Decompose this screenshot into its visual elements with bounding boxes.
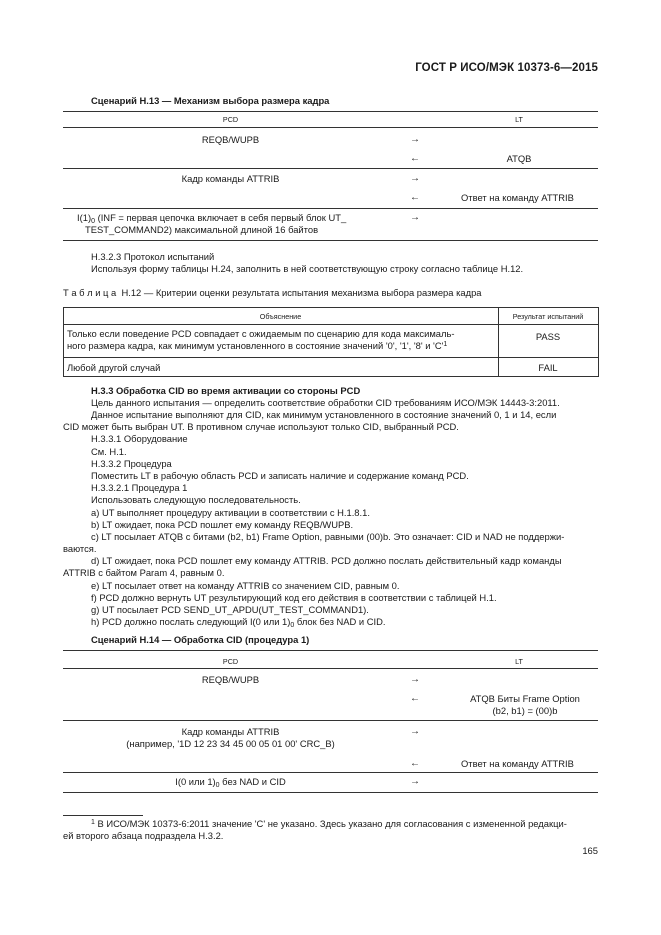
scenario-13-col-lt: LT	[515, 115, 523, 124]
section-line: Использовать следующую последовательность.	[91, 494, 301, 505]
scenario-13-row5-pcd-line2: TEST_COMMAND2) максимальной длиной 16 байтов	[85, 224, 319, 235]
scenario-14-caption: Сценарий H.14 — Обработка CID (процедура 1)	[91, 634, 310, 645]
table-12-row1-expl-line2: ного размера кадра, как минимум установленного в состояние значений '0', '1', '8' и '$C'^1$	[67, 340, 448, 351]
scenario-13-caption: Сценарий H.13 — Механизм выбора размера кадра	[91, 95, 330, 106]
table-12-col-explanation: Объяснение	[259, 312, 302, 321]
page-number: 165	[582, 845, 598, 856]
scenario-13-row4-lt: Ответ на команду ATTRIB	[461, 192, 574, 203]
table-12-row2-expl: Любой другой случай	[67, 362, 161, 373]
section-line: См. H.1.	[91, 446, 127, 457]
section-line: e) LT посылает ответ на команду ATTRIB со значением CID, равным 0.	[91, 580, 400, 591]
scenario-14-col-lt: LT	[515, 657, 523, 666]
arrow-left-icon: ←	[410, 758, 420, 769]
scenario-14-row5-pcd: I(0 или $1)_0$ без NAD и CID	[175, 776, 286, 789]
scenario-13-col-pcd: PCD	[222, 115, 239, 124]
section-line: b) LT ожидает, пока PCD пошлет ему команду REQB/WUPB.	[91, 519, 354, 530]
section-line: H.3.3.2 Процедура	[91, 458, 172, 469]
section-line: a) UT выполняет процедуру активации в соответствии с H.1.8.1.	[91, 507, 370, 518]
section-line: Поместить LT в рабочую область PCD и записать наличие и содержание команд PCD.	[91, 470, 469, 481]
section-heading: H.3.3 Обработка CID во время активации со стороны PCD	[91, 385, 361, 396]
table-12-row1-expl-line1: Только если поведение PCD совпадает с ожидаемым по сценарию для кода максималь-	[67, 328, 455, 339]
scenario-14-row2-lt-line2: (b2, b1) = (00)b	[492, 705, 558, 716]
arrow-right-icon: →	[410, 776, 420, 787]
arrow-left-icon: ←	[410, 192, 420, 203]
section-line: ваются.	[63, 543, 97, 554]
section-line: g) UT посылает PCD SEND_UT_APDU(UT_TEST_COMMAND1).	[91, 604, 369, 615]
section-line: CID может быть выбран UT. В противном случае используют только CID, выбранный PCD.	[63, 421, 459, 432]
scenario-14-col-pcd: PCD	[222, 657, 239, 666]
section-line: H.3.3.2.1 Процедура 1	[91, 482, 188, 493]
arrow-right-icon: →	[410, 212, 420, 223]
section-line: Цель данного испытания — определить соответствие обработки CID требованиям ИСО/МЭК 14443-3:2011.	[91, 397, 560, 408]
section-line: c) LT посылает ATQB с битами (b2, b1) Frame Option, равными (00)b. Это означает: CID и NAD не поддержи-	[91, 531, 565, 542]
section-line: h) PCD должно послать следующий I(0 или $1)_0$ блок без NAD и CID.	[91, 616, 386, 629]
footnote-line2: ей второго абзаца подраздела H.3.2.	[63, 830, 224, 841]
arrow-right-icon: →	[410, 134, 420, 145]
section-line: d) LT ожидает, пока PCD пошлет ему команду ATTRIB. PCD должно послать действительный кадр команды	[91, 555, 562, 566]
scenario-13-row3-pcd: Кадр команды ATTRIB	[181, 173, 280, 184]
footnote-divider	[63, 815, 143, 816]
protocol-text: Используя форму таблицы H.24, заполнить в ней соответствующую строку согласно таблице H.12.	[91, 263, 524, 274]
table-12-row1-result: PASS	[535, 331, 561, 342]
table-12-caption: Т а б л и ц а H.12 — Критерии оценки результата испытания механизма выбора размера кадра	[63, 287, 482, 298]
scenario-14-row3-pcd-line1: Кадр команды ATTRIB	[181, 726, 280, 737]
scenario-14-row2-lt-line1: ATQB Биты Frame Option	[470, 693, 580, 704]
footnote-line1: $^1$ В ИСО/МЭК 10373-6:2011 значение 'C' не указано. Здесь указано для согласования с измененной редакци-	[91, 818, 567, 829]
scenario-14-row1-pcd: REQB/WUPB	[201, 674, 260, 685]
scenario-13-row2-lt: ATQB	[506, 153, 532, 164]
document-header: ГОСТ Р ИСО/МЭК 10373-6—2015	[415, 62, 598, 74]
protocol-heading: H.3.2.3 Протокол испытаний	[91, 251, 215, 262]
arrow-right-icon: →	[410, 726, 420, 737]
arrow-right-icon: →	[410, 674, 420, 685]
section-line: Данное испытание выполняют для CID, как минимум установленного в состояние значений 0, 1 и 14, если	[91, 409, 557, 420]
arrow-left-icon: ←	[410, 693, 420, 704]
scenario-14-row3-pcd-line2: (например, '1D 12 23 34 45 00 05 01 00' CRC_B)	[126, 738, 335, 749]
arrow-right-icon: →	[410, 173, 420, 184]
table-12-row2-result: FAIL	[538, 362, 558, 373]
section-line: ATTRIB с байтом Param 4, равным 0.	[63, 567, 225, 578]
arrow-left-icon: ←	[410, 153, 420, 164]
section-line: f) PCD должно вернуть UT результирующий код его действия в соответствии с таблицей H.1.	[91, 592, 497, 603]
section-line: H.3.3.1 Оборудование	[91, 433, 188, 444]
scenario-14-row4-lt: Ответ на команду ATTRIB	[461, 758, 574, 769]
table-12-col-result: Результат испытаний	[512, 312, 584, 321]
scenario-13-row5-pcd-line1: $I(1)_0$ (INF = первая цепочка включает в себя первый блок UT_	[77, 212, 347, 225]
scenario-13-row1-pcd: REQB/WUPB	[201, 134, 260, 145]
